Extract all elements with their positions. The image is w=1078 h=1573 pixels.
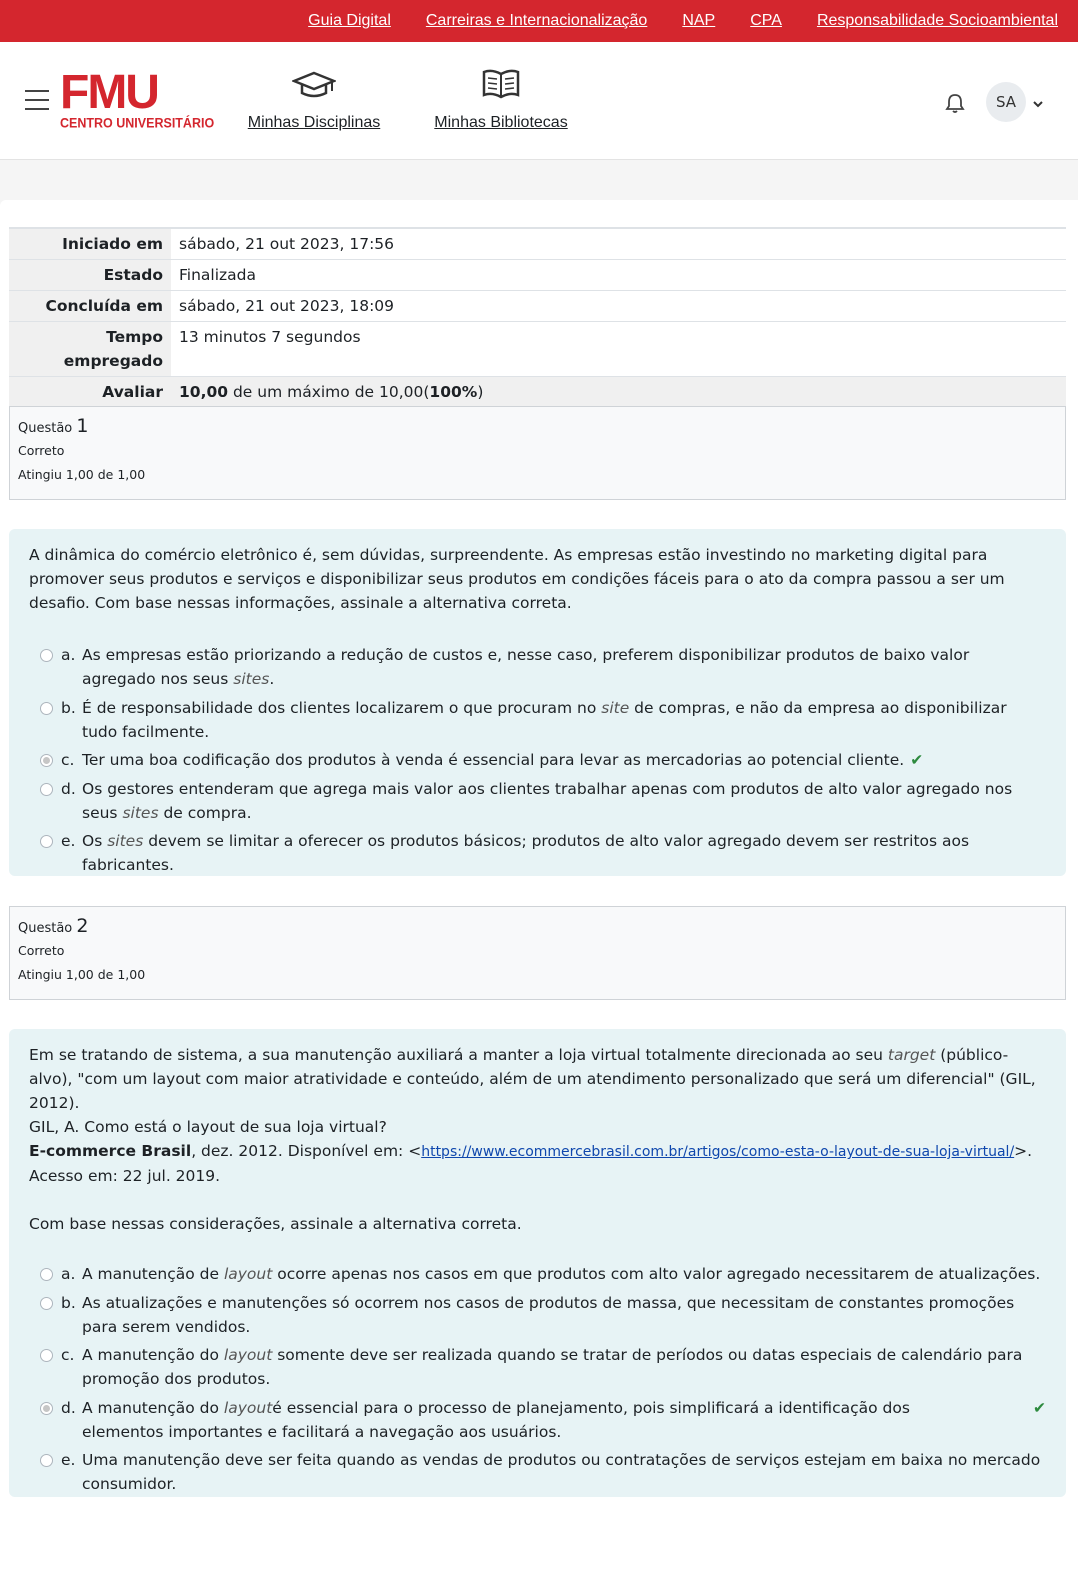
fmu-logo[interactable] (60, 66, 215, 131)
question-text: A dinâmica do comércio eletrônico é, sem dúvidas, surpreendente. As empresas estão investindo no marketing digital para promover seus produtos e serviços e disponibilizar seus produtos em condições fáceis para o ato da compra passou a ser um desafio. Com base nessas informações, assinale a alternativa correta. (29, 546, 1005, 612)
question-grade: Atingiu 1,00 de 1,00 (18, 967, 146, 982)
radio-button[interactable] (40, 783, 53, 796)
summary-value: sábado, 21 out 2023, 17:56 (171, 228, 1066, 260)
radio-button[interactable] (40, 649, 53, 662)
radio-button[interactable] (40, 1454, 53, 1467)
question-content (9, 1029, 1066, 1497)
answer-letter: d. (61, 1398, 76, 1417)
answer-text: Ter uma boa codificação dos produtos à venda é essencial para levar as mercadorias ao potencial cliente. ✔ (82, 751, 924, 769)
grade-value: 10,00 (179, 383, 229, 401)
summary-row-grade (9, 377, 1066, 408)
grade-percent: 100% (429, 383, 478, 401)
radio-button[interactable] (40, 1402, 53, 1415)
summary-row (9, 291, 1066, 322)
question-state: Correto (18, 443, 65, 458)
answer-letter: b. (61, 1293, 76, 1312)
answer-letter: e. (61, 1451, 76, 1469)
question-prompt: Com base nessas considerações, assinale a alternativa correta. (29, 1215, 522, 1233)
summary-label: Estado (9, 260, 171, 291)
nav-minhas-disciplinas[interactable] (246, 66, 382, 132)
graduation-cap-icon (246, 66, 382, 102)
answer-list (29, 1262, 1046, 1496)
avatar[interactable]: SA (986, 82, 1026, 122)
link-cpa[interactable]: CPA (750, 12, 782, 29)
reference-source: E-commerce Brasil, dez. 2012. Disponível em: <https://www.ecommercebrasil.com.br/artigos/como-esta-o-layout-de-sua-loja-virtual/>. Acesso em: 22 jul. 2019. (29, 1142, 1033, 1185)
quiz-summary-table (9, 227, 1066, 407)
summary-value: sábado, 21 out 2023, 18:09 (171, 291, 1066, 322)
nav-minhas-bibliotecas[interactable] (432, 66, 570, 132)
answer-option[interactable] (29, 1262, 1046, 1286)
answer-option[interactable] (29, 1448, 1046, 1496)
bell-icon[interactable] (944, 92, 966, 118)
summary-value: 13 minutos 7 segundos (171, 322, 1066, 377)
radio-button[interactable] (40, 754, 53, 767)
summary-label: Concluída em (9, 291, 171, 322)
summary-row (9, 260, 1066, 291)
answer-letter: c. (61, 1346, 75, 1364)
question-grade: Atingiu 1,00 de 1,00 (18, 467, 146, 482)
answer-option-selected[interactable] (29, 1396, 1046, 1444)
answer-text: A manutenção do layout somente deve ser realizada quando se tratar de períodos ou datas especiais de calendário para promoção dos produtos. (82, 1346, 1023, 1388)
answer-text: Os gestores entenderam que agrega mais valor aos clientes trabalhar apenas com produtos de alto valor agregado nos seus sites de compra. (82, 779, 1013, 822)
summary-row (9, 322, 1066, 377)
reference-line: GIL, A. Como está o layout de sua loja virtual? (29, 1118, 387, 1136)
answer-text: A manutenção de layout ocorre apenas nos casos em que produtos com alto valor agregado necessitarem de atualizações. (82, 1265, 1041, 1283)
answer-letter: a. (61, 1265, 76, 1283)
logo-subtitle: CENTRO UNIVERSITÁRIO (60, 115, 215, 131)
answer-letter: d. (61, 779, 76, 798)
question-content (9, 529, 1066, 876)
answer-list (29, 643, 1046, 877)
radio-button[interactable] (40, 1349, 53, 1362)
nav-label: Minhas Disciplinas (247, 114, 381, 131)
answer-letter: b. (61, 698, 76, 717)
answer-letter: c. (61, 751, 75, 769)
question-number: Questão 1 (18, 415, 89, 437)
answer-letter: a. (61, 646, 76, 664)
link-carreiras[interactable]: Carreiras e Internacionalização (425, 12, 648, 29)
answer-option[interactable] (29, 829, 1046, 877)
logo-text: FMU (60, 66, 158, 119)
answer-text: Os sites devem se limitar a oferecer os produtos básicos; produtos de alto valor agregado devem ser restritos aos fabricantes. (82, 832, 970, 874)
radio-button[interactable] (40, 1268, 53, 1281)
summary-value: Finalizada (171, 260, 1066, 291)
answer-option-selected[interactable] (29, 748, 1046, 772)
summary-row (9, 228, 1066, 260)
summary-label: Iniciado em (9, 228, 171, 260)
answer-option[interactable] (29, 696, 1046, 744)
link-guia-digital[interactable]: Guia Digital (308, 12, 391, 29)
answer-option[interactable] (29, 1343, 1046, 1391)
check-icon: ✔ (910, 751, 924, 769)
summary-grade (171, 377, 1066, 408)
reference-link[interactable]: https://www.ecommercebrasil.com.br/artigos/como-esta-o-layout-de-sua-loja-virtual/ (421, 1144, 1015, 1160)
answer-option[interactable] (29, 1291, 1046, 1339)
chevron-down-icon[interactable] (1032, 95, 1044, 114)
answer-option[interactable] (29, 643, 1046, 691)
nav-label: Minhas Bibliotecas (434, 114, 568, 131)
summary-label: Tempo empregado (9, 322, 171, 377)
answer-text: A manutenção do layouté essencial para o processo de planejamento, pois simplificará a identificação dos elementos importantes e facilitará a navegação aos usuários. ✔ (82, 1396, 1046, 1444)
answer-text: As empresas estão priorizando a redução de custos e, nesse caso, preferem disponibilizar produtos de baixo valor agregado nos seus sites. (82, 646, 970, 688)
summary-label: Avaliar (9, 377, 171, 408)
answer-text: É de responsabilidade dos clientes localizarem o que procuram no site de compras, e não da empresa ao disponibilizar tudo facilmente. (82, 698, 1007, 741)
question-text: Em se tratando de sistema, a sua manutenção auxiliará a manter a loja virtual totalmente direcionada ao seu target (público-alvo), "com um layout com maior atratividade e conteúdo, além de um atendimento personalizado que será um diferencial" (GIL, 2012). (29, 1046, 1036, 1112)
link-responsabilidade[interactable]: Responsabilidade Socioambiental (816, 12, 1058, 29)
radio-button[interactable] (40, 1297, 53, 1310)
grade-text: de um máximo de 10,00( (228, 383, 430, 401)
radio-button[interactable] (40, 835, 53, 848)
site-header (0, 42, 1078, 160)
answer-text: As atualizações e manutenções só ocorrem nos casos de produtos de massa, que necessitam de constantes promoções para serem vendidos. (82, 1293, 1015, 1336)
link-nap[interactable]: NAP (682, 12, 716, 29)
answer-option[interactable] (29, 777, 1046, 825)
open-book-icon (432, 66, 570, 102)
question-info (9, 406, 1066, 500)
check-icon: ✔ (1033, 1398, 1046, 1417)
question-number: Questão 2 (18, 915, 89, 937)
main-content (0, 200, 1078, 1573)
question-info (9, 906, 1066, 1000)
menu-icon[interactable] (25, 90, 49, 112)
grade-close: ) (477, 383, 484, 401)
question-state: Correto (18, 943, 65, 958)
top-links-bar (0, 0, 1078, 42)
answer-letter: e. (61, 832, 76, 850)
radio-button[interactable] (40, 702, 53, 715)
answer-text: Uma manutenção deve ser feita quando as vendas de produtos ou contratações de serviços estejam em baixa no mercado consumidor. (82, 1451, 1041, 1493)
